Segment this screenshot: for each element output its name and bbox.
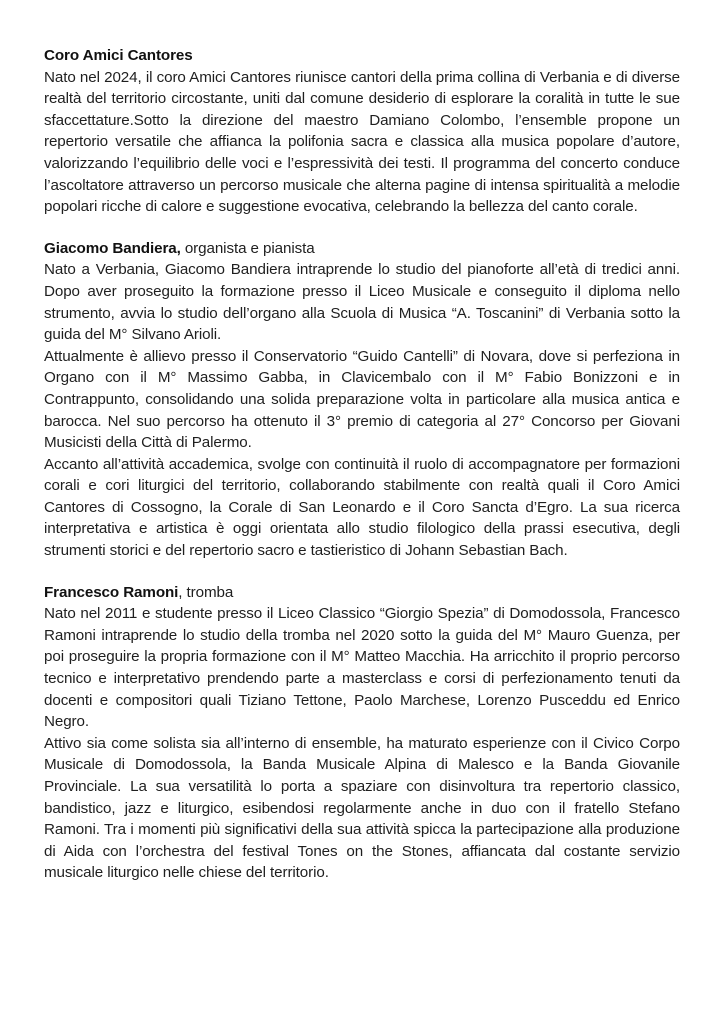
section-giacomo-bandiera: [44, 238, 680, 562]
section-paragraph: Nato nel 2011 e studente presso il Liceo Classico “Giorgio Spezia” di Domodossola, Francesco Ramoni intraprende lo studio della tromba nel 2020 sotto la guida del M° Mauro Guenza, per poi proseguire la propria formazione con il M° Matteo Macchia. Ha arricchito il proprio percorso tecnico e interpretativo prendendo parte a masterclass e corsi di perfezionamento tenuti da docenti e compositori quali Tiziano Tettone, Paolo Marchese, Lorenzo Pusceddu ed Enrico Negro.: [44, 605, 680, 731]
section-paragraph: Nato nel 2024, il coro Amici Cantores riunisce cantori della prima collina di Verbania e di diverse realtà del territorio circostante, uniti dal comune desiderio di esplorare la coralità in tutte le sue sfaccettature.Sotto la direzione del maestro Damiano Colombo, l’ensemble propone un repertorio versatile che affianca la polifonia sacra e classica alla musica popolare d’autore, valorizzando l’equilibrio delle voci e l’espressività dei testi. Il programma del concerto conduce l’ascoltatore attraverso un percorso musicale che alterna pagine di intensa spiritualità a melodie popolari ricche di calore e suggestione evocativa, celebrando la bellezza del canto corale.: [44, 68, 680, 216]
section-role: organista e pianista: [180, 239, 315, 257]
section-francesco-ramoni: [44, 582, 680, 884]
section-paragraph: Accanto all’attività accademica, svolge con continuità il ruolo di accompagnatore per formazioni corali e cori liturgici del territorio, collaborando stabilmente con realtà quali il Coro Amici Cantores di Cossogno, la Corale di San Leonardo e il Coro Sancta d’Egro. La sua ricerca interpretativa e artistica è oggi orientata allo studio filologico della prassi esecutiva, degli strumenti storici e del repertorio sacro e tastieristico di Johann Sebastian Bach.: [44, 455, 680, 560]
section-role: , tromba: [178, 583, 234, 601]
section-heading: [44, 582, 680, 604]
section-paragraph: Attualmente è allievo presso il Conservatorio “Guido Cantelli” di Novara, dove si perfeziona in Organo con il M° Massimo Gabba, in Clavicembalo con il M° Fabio Bonizzoni e in Contrappunto, consolidando una solida preparazione volta in particolare alla musica antica e barocca. Nel suo percorso ha ottenuto il 3° premio di categoria al 27° Concorso per Giovani Musicisti della Città di Palermo.: [44, 347, 680, 452]
document-page: [44, 45, 680, 904]
section-paragraph: Nato a Verbania, Giacomo Bandiera intraprende lo studio del pianoforte all’età di tredici anni. Dopo aver proseguito la formazione presso il Liceo Musicale e conseguito il diploma nello strumento, avvia lo studio dell’organo alla Scuola di Musica “A. Toscanini” di Verbania sotto la guida del M° Silvano Arioli.: [44, 261, 680, 344]
section-name: Francesco Ramoni: [44, 583, 179, 601]
section-heading: [44, 45, 680, 67]
section-name: Giacomo Bandiera,: [44, 239, 181, 257]
section-coro-amici-cantores: [44, 45, 680, 218]
section-name: Coro Amici Cantores: [44, 47, 193, 64]
section-paragraph: Attivo sia come solista sia all’interno di ensemble, ha maturato esperienze con il Civico Corpo Musicale di Domodossola, la Banda Musicale Alpina di Malesco e la Banda Giovanile Provinciale. La sua versatilità lo porta a spaziare con disinvoltura tra repertorio classico, bandistico, jazz e liturgico, esibendosi regolarmente anche in duo con il fratello Stefano Ramoni. Tra i momenti più significativi della sua attività spicca la partecipazione alla produzione di Aida con l’orchestra del festival Tones on the Stones, affiancata dal costante servizio musicale liturgico nelle chiese del territorio.: [44, 734, 680, 882]
section-heading: [44, 238, 680, 260]
